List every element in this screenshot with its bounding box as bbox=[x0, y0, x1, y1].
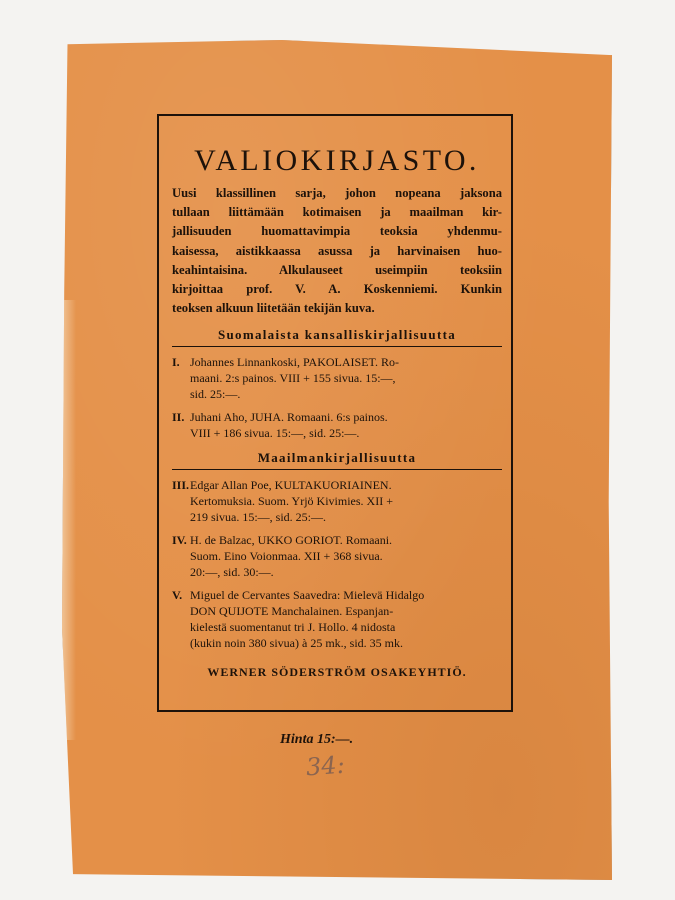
handwritten-price-note: 34: bbox=[305, 750, 346, 782]
section-heading-world: Maailmankirjallisuutta bbox=[172, 450, 502, 470]
series-title: VALIOKIRJASTO. bbox=[194, 144, 480, 177]
price-label: Hinta 15:—. bbox=[280, 732, 354, 747]
intro-line: kirjoittaa prof. V. A. Koskenniemi. Kunkin bbox=[172, 282, 502, 297]
intro-line: jallisuuden huomattavimpia teoksia yhdenmu- bbox=[172, 224, 502, 239]
entry-line: Johannes Linnankoski, PAKOLAISET. Ro- bbox=[190, 355, 399, 370]
book-entry bbox=[172, 354, 502, 402]
entry-number: II. bbox=[172, 410, 185, 425]
book-entry bbox=[172, 409, 502, 441]
entry-line: H. de Balzac, UKKO GORIOT. Romaani. bbox=[190, 533, 393, 548]
entry-number: IV. bbox=[172, 533, 187, 548]
entry-line: Suom. Eino Voionmaa. XII + 368 sivua. bbox=[190, 549, 383, 564]
entry-line: DON QUIJOTE Manchalainen. Espanjan- bbox=[190, 604, 394, 619]
publisher-name: WERNER SÖDERSTRÖM OSAKEYHTIÖ. bbox=[207, 665, 467, 680]
entry-line: kielestä suomentanut tri J. Hollo. 4 nidosta bbox=[190, 620, 396, 635]
intro-line: keahintaisina. Alkulauseet useimpiin teoksiin bbox=[172, 262, 502, 277]
entry-line: Juhani Aho, JUHA. Romaani. 6:s painos. bbox=[190, 410, 388, 425]
book-entry bbox=[172, 477, 502, 525]
book-entry bbox=[172, 532, 502, 580]
entry-line: (kukin noin 380 sivua) à 25 mk., sid. 35 mk. bbox=[190, 636, 403, 651]
book-entry bbox=[172, 587, 502, 651]
entry-line: 20:—, sid. 30:—. bbox=[190, 565, 274, 580]
intro-line: teoksen alkuun liitetään tekijän kuva. bbox=[172, 301, 375, 316]
entry-number: V. bbox=[172, 588, 183, 603]
entry-line: Miguel de Cervantes Saavedra: Mielevä Hidalgo bbox=[190, 588, 425, 603]
intro-line: Uusi klassillinen sarja, johon nopeana jaksona bbox=[172, 186, 502, 200]
entry-line: VIII + 186 sivua. 15:—, sid. 25:—. bbox=[190, 426, 360, 441]
entry-line: 219 sivua. 15:—, sid. 25:—. bbox=[190, 510, 327, 525]
entry-line: Kertomuksia. Suom. Yrjö Kivimies. XII + bbox=[190, 494, 393, 509]
entry-number: III. bbox=[172, 478, 190, 493]
entry-line: Edgar Allan Poe, KULTAKUORIAINEN. bbox=[190, 478, 392, 493]
cover-content bbox=[172, 130, 502, 680]
worn-edge bbox=[62, 300, 76, 740]
intro-line: kaisessa, aistikkaassa asussa ja harvinaisen huo- bbox=[172, 243, 502, 258]
series-description bbox=[172, 184, 502, 318]
entry-number: I. bbox=[172, 355, 180, 370]
entry-line: sid. 25:—. bbox=[190, 387, 241, 402]
intro-line: tullaan liittämään kotimaisen ja maailman kir- bbox=[172, 205, 502, 220]
entry-line: maani. 2:s painos. VIII + 155 sivua. 15:—, bbox=[190, 371, 396, 386]
section-heading-finnish: Suomalaista kansalliskirjallisuutta bbox=[172, 327, 502, 347]
